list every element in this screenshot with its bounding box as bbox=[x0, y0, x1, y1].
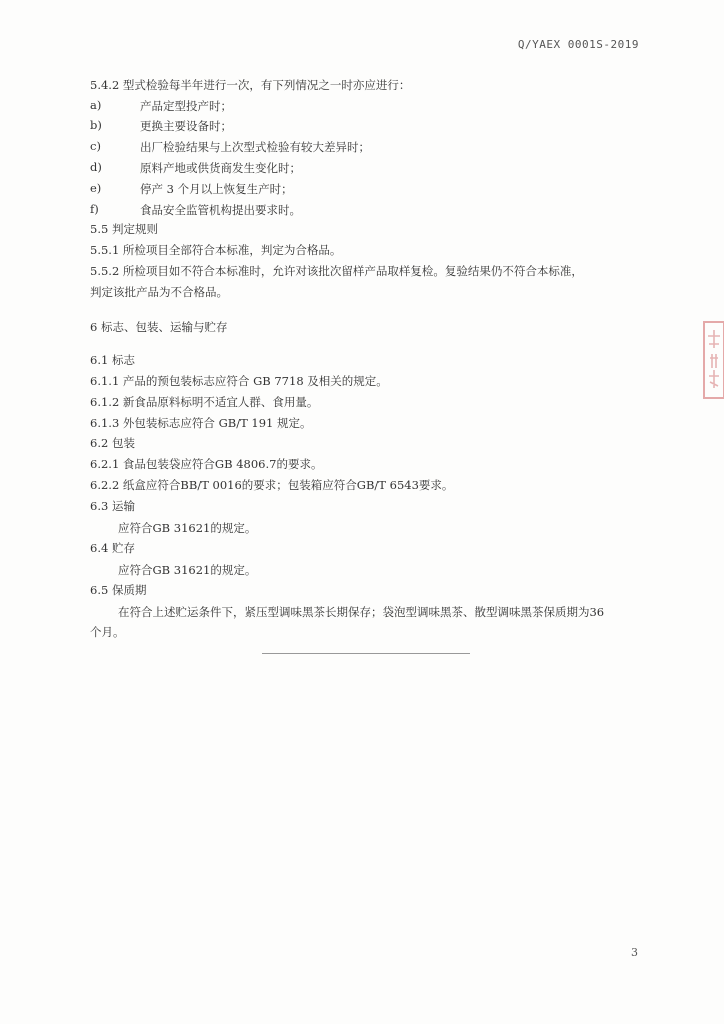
item-label-e: e) bbox=[90, 181, 102, 195]
item-text-f: 食品安全监管机构提出要求时。 bbox=[140, 203, 301, 217]
section-6-4-text: 应符合GB 31621的规定。 bbox=[118, 563, 257, 577]
section-6-2-title: 6.2 包装 bbox=[90, 436, 135, 450]
section-6-1-1: 6.1.1 产品的预包装标志应符合 GB 7718 及相关的规定。 bbox=[90, 374, 388, 388]
section-5-5-2-line1: 5.5.2 所检项目如不符合本标准时，允许对该批次留样产品取样复检。复验结果仍不符合本标准， bbox=[90, 264, 583, 278]
section-5-5-title: 5.5 判定规则 bbox=[90, 222, 158, 236]
item-label-f: f) bbox=[90, 202, 99, 216]
item-label-d: d) bbox=[90, 160, 102, 174]
section-6-5-line1: 在符合上述贮运条件下，紧压型调味黑茶长期保存；袋泡型调味黑茶、散型调味黑茶保质期为36 bbox=[118, 605, 605, 619]
section-6-1-2: 6.1.2 新食品原料标明不适宜人群、食用量。 bbox=[90, 395, 319, 409]
section-6-3-title: 6.3 运输 bbox=[90, 499, 135, 513]
section-6-5-line2: 个月。 bbox=[90, 625, 125, 639]
section-6-1-3: 6.1.3 外包装标志应符合 GB/T 191 规定。 bbox=[90, 416, 312, 430]
section-6-3-text: 应符合GB 31621的规定。 bbox=[118, 521, 257, 535]
section-6-5-title: 6.5 保质期 bbox=[90, 583, 147, 597]
end-divider bbox=[262, 653, 470, 654]
item-text-d: 原料产地或供货商发生变化时； bbox=[140, 161, 301, 175]
item-text-a: 产品定型投产时； bbox=[140, 99, 232, 113]
seal-stamp-fragment bbox=[702, 318, 724, 402]
standard-code: Q/YAEX 0001S-2019 bbox=[517, 38, 639, 51]
item-label-b: b) bbox=[90, 118, 102, 132]
item-text-e: 停产 3 个月以上恢复生产时； bbox=[140, 182, 293, 196]
item-text-c: 出厂检验结果与上次型式检验有较大差异时； bbox=[140, 140, 370, 154]
section-6-1-title: 6.1 标志 bbox=[90, 353, 135, 367]
section-5-5-2-line2: 判定该批产品为不合格品。 bbox=[90, 285, 228, 299]
item-label-a: a) bbox=[90, 98, 102, 112]
section-6-2-2: 6.2.2 纸盒应符合BB/T 0016的要求；包装箱应符合GB/T 6543要求。 bbox=[90, 478, 454, 492]
section-6-2-1: 6.2.1 食品包装袋应符合GB 4806.7的要求。 bbox=[90, 457, 323, 471]
section-5-4-2-title: 5.4.2 型式检验每半年进行一次，有下列情况之一时亦应进行： bbox=[90, 78, 411, 92]
section-6-4-title: 6.4 贮存 bbox=[90, 541, 135, 555]
item-label-c: c) bbox=[90, 139, 101, 153]
page-number: 3 bbox=[631, 946, 638, 959]
section-6-title: 6 标志、包装、运输与贮存 bbox=[90, 320, 228, 334]
section-5-5-1: 5.5.1 所检项目全部符合本标准，判定为合格品。 bbox=[90, 243, 342, 257]
item-text-b: 更换主要设备时； bbox=[140, 119, 232, 133]
